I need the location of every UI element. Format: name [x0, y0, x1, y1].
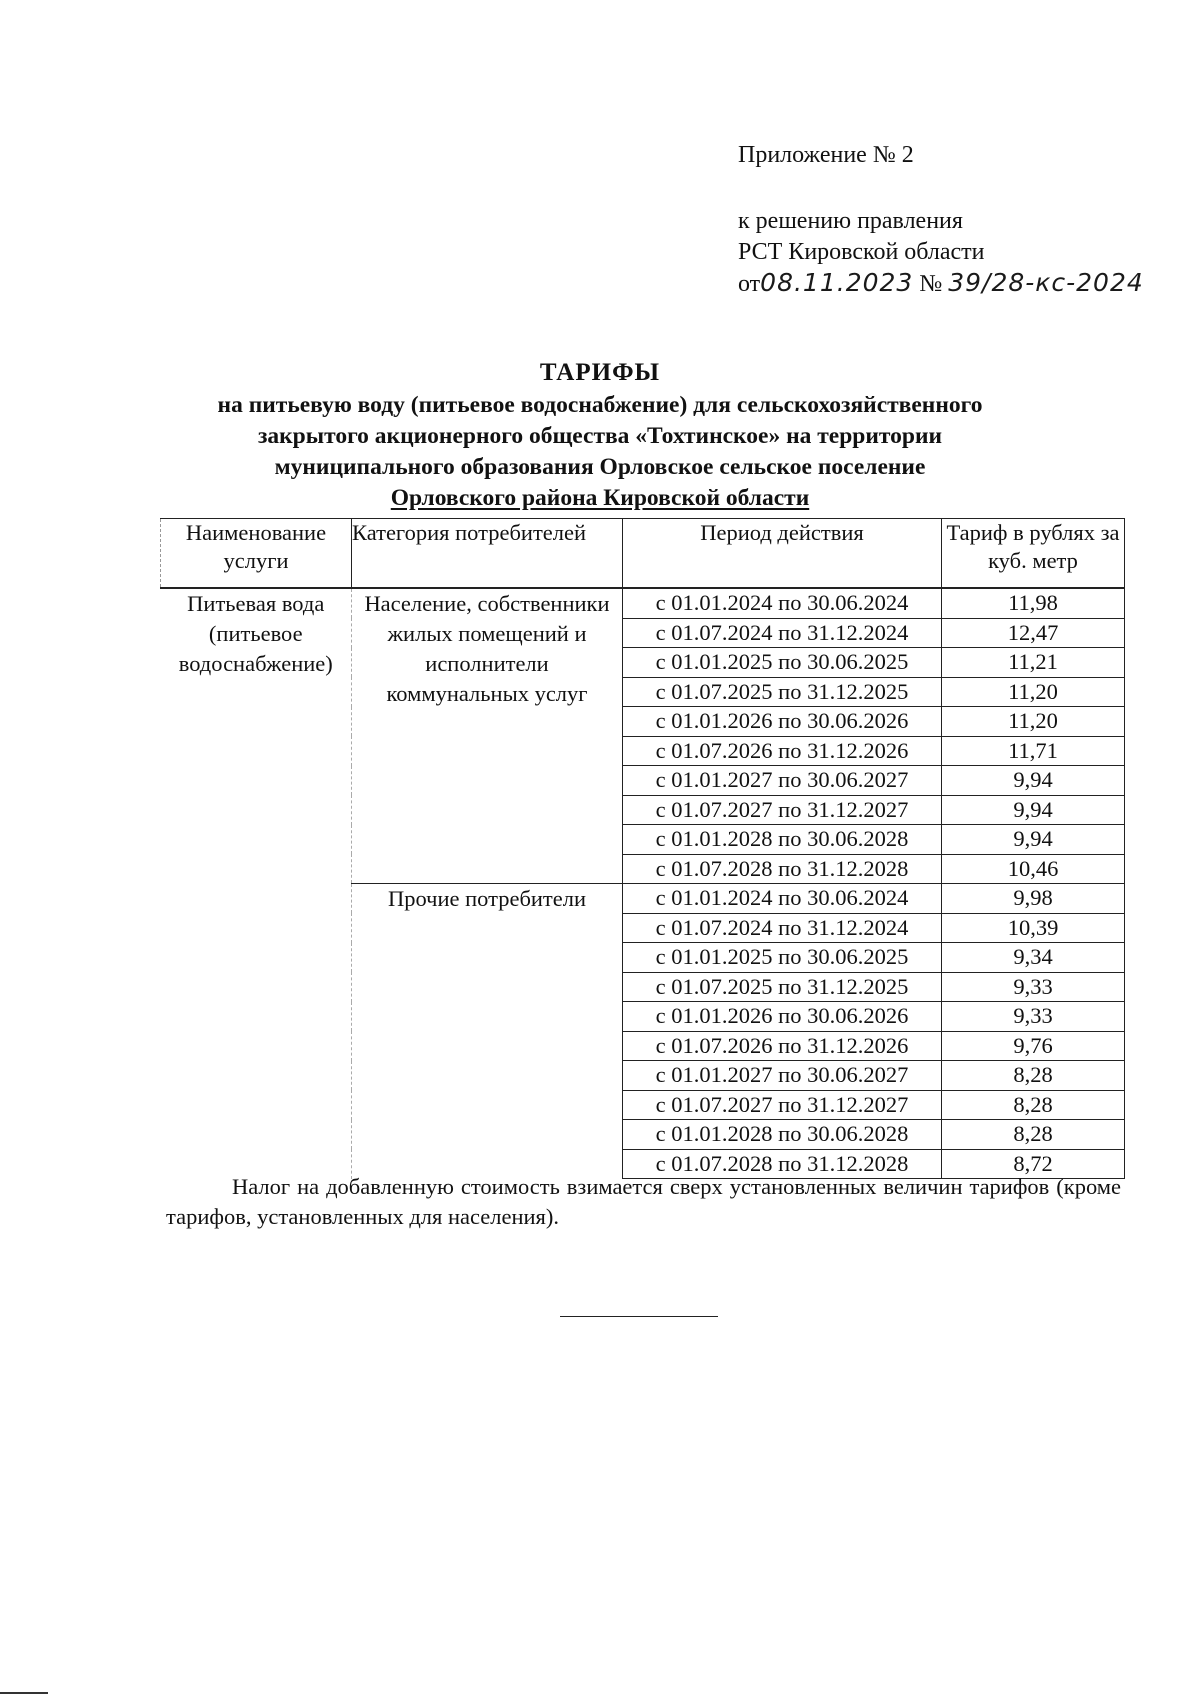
title-line-3: муниципального образования Орловское сельское поселение — [274, 454, 926, 480]
tariff-cell: 11,20 — [942, 707, 1125, 737]
service-name-cell: Питьевая вода (питьевое водоснабжение) — [161, 588, 352, 1179]
tariff-cell: 11,71 — [942, 736, 1125, 766]
tariff-cell: 9,33 — [942, 1002, 1125, 1032]
header-tariff: Тариф в рублях за куб. метр — [942, 519, 1125, 589]
appendix-line-decision: к решению правления — [738, 208, 963, 234]
period-cell: с 01.07.2025 по 31.12.2025 — [623, 972, 942, 1002]
tariff-cell: 10,46 — [942, 854, 1125, 884]
period-cell: с 01.07.2026 по 31.12.2026 — [623, 736, 942, 766]
period-cell: с 01.01.2027 по 30.06.2027 — [623, 1061, 942, 1091]
table-body — [161, 588, 1125, 1179]
category-cell-population: Население, собственники жилых помещений и исполнители коммунальных услуг — [352, 588, 623, 884]
period-cell: с 01.07.2024 по 31.12.2024 — [623, 618, 942, 648]
tariff-cell: 9,76 — [942, 1031, 1125, 1061]
tariff-cell: 8,28 — [942, 1061, 1125, 1091]
tariff-cell: 9,98 — [942, 884, 1125, 914]
tariff-cell: 8,72 — [942, 1149, 1125, 1179]
header-period: Период действия — [623, 519, 942, 589]
tariff-cell: 8,28 — [942, 1120, 1125, 1150]
period-cell: с 01.07.2024 по 31.12.2024 — [623, 913, 942, 943]
date-prefix: от — [738, 271, 761, 297]
header-category: Категория потребителей — [352, 519, 623, 589]
tariffs-table — [160, 518, 1125, 1179]
tariff-cell: 8,28 — [942, 1090, 1125, 1120]
appendix-number: Приложение № 2 — [738, 142, 914, 168]
period-cell: с 01.01.2024 по 30.06.2024 — [623, 588, 942, 618]
period-cell: с 01.07.2027 по 31.12.2027 — [623, 795, 942, 825]
tariff-cell: 9,94 — [942, 825, 1125, 855]
scan-edge-mark — [0, 1692, 48, 1694]
period-cell: с 01.01.2026 по 30.06.2026 — [623, 707, 942, 737]
period-cell: с 01.07.2025 по 31.12.2025 — [623, 677, 942, 707]
tariff-cell: 9,94 — [942, 795, 1125, 825]
title-line-2: закрытого акционерного общества «Тохтинское» на территории — [257, 423, 943, 449]
document-title — [140, 356, 1060, 514]
period-cell: с 01.01.2027 по 30.06.2027 — [623, 766, 942, 796]
period-cell: с 01.01.2026 по 30.06.2026 — [623, 1002, 942, 1032]
vat-note: Налог на добавленную стоимость взимается сверх установленных величин тарифов (кроме тарифов, установленных для населения). — [166, 1174, 1121, 1229]
tariff-cell: 10,39 — [942, 913, 1125, 943]
period-cell: с 01.01.2024 по 30.06.2024 — [623, 884, 942, 914]
handwritten-date: 08.11.2023 — [760, 268, 914, 297]
appendix-reference — [738, 206, 1144, 299]
title-line-1: на питьевую воду (питьевое водоснабжение) для сельскохозяйственного — [217, 392, 983, 418]
tariff-cell: 9,34 — [942, 943, 1125, 973]
tariff-cell: 11,21 — [942, 648, 1125, 678]
number-prefix: № — [919, 271, 943, 297]
closing-separator-line — [560, 1316, 718, 1317]
appendix-line-authority: РСТ Кировской области — [738, 239, 985, 265]
tariff-cell: 11,20 — [942, 677, 1125, 707]
table-header-row — [161, 519, 1125, 589]
period-cell: с 01.01.2025 по 30.06.2025 — [623, 943, 942, 973]
period-cell: с 01.01.2025 по 30.06.2025 — [623, 648, 942, 678]
period-cell: с 01.07.2026 по 31.12.2026 — [623, 1031, 942, 1061]
tariff-cell: 9,94 — [942, 766, 1125, 796]
period-cell: с 01.01.2028 по 30.06.2028 — [623, 1120, 942, 1150]
table-row — [161, 588, 1125, 618]
title-main: ТАРИФЫ — [539, 359, 661, 386]
period-cell: с 01.07.2028 по 31.12.2028 — [623, 1149, 942, 1179]
appendix-line-date-number — [738, 268, 1144, 299]
tariff-cell: 9,33 — [942, 972, 1125, 1002]
period-cell: с 01.07.2028 по 31.12.2028 — [623, 854, 942, 884]
tariff-cell: 11,98 — [942, 588, 1125, 618]
handwritten-number: 39/28-кс-2024 — [948, 268, 1144, 297]
title-line-4: Орловского района Кировской области — [390, 485, 810, 511]
header-service: Наименование услуги — [161, 519, 352, 589]
period-cell: с 01.07.2027 по 31.12.2027 — [623, 1090, 942, 1120]
period-cell: с 01.01.2028 по 30.06.2028 — [623, 825, 942, 855]
tariff-cell: 12,47 — [942, 618, 1125, 648]
category-cell-other: Прочие потребители — [352, 884, 623, 1179]
